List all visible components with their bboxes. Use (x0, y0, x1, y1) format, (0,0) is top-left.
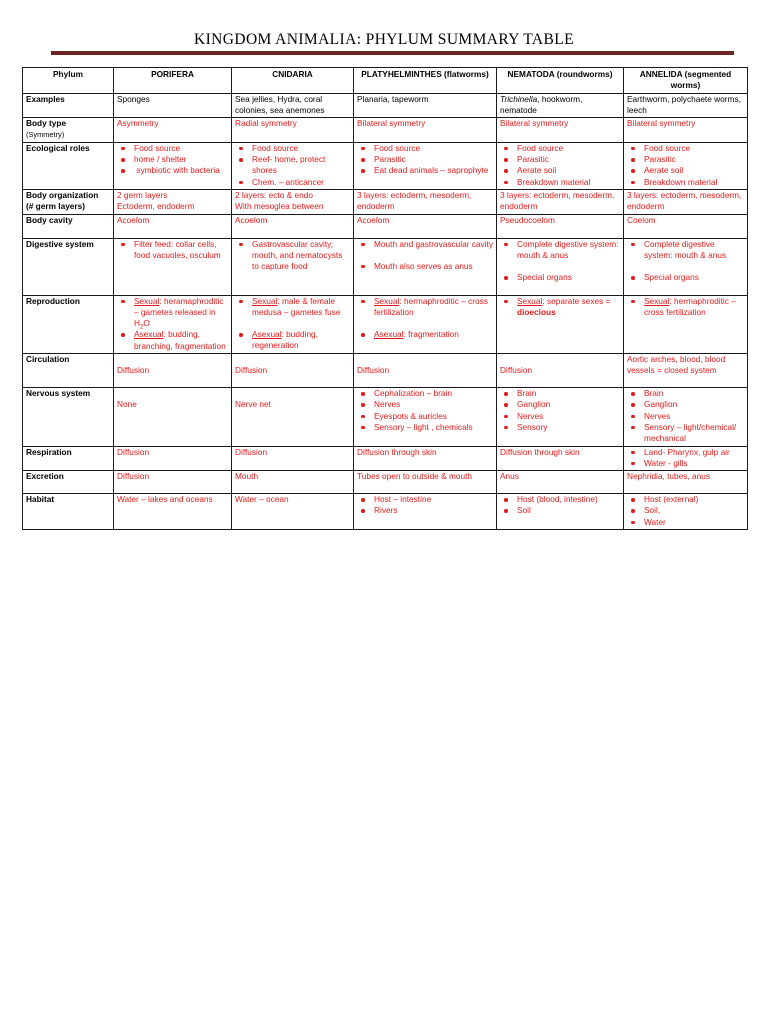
bullet-icon (504, 509, 508, 513)
list-item (627, 399, 744, 410)
list-item (500, 154, 620, 165)
cell-porifera: Asymmetry (114, 118, 232, 143)
list-item (117, 165, 228, 176)
bullet-icon (239, 243, 243, 247)
row-sublabel: (# germ layers) (26, 201, 86, 212)
cell-annelida: Coelom (624, 214, 748, 238)
list-item (117, 239, 228, 262)
row-respiration (23, 446, 748, 471)
list-item-text: Water (644, 516, 666, 527)
cell-porifera: Water – lakes and oceans (114, 494, 232, 530)
list-item-text: Complete digestive system: mouth & anus (644, 238, 727, 260)
row-body-organization (23, 189, 748, 214)
row-label: Body type (26, 118, 67, 129)
subscript: 2 (140, 324, 144, 331)
cell-nematoda: Bilateral symmetry (497, 118, 624, 143)
list-item (627, 154, 744, 165)
row-body-type (23, 118, 748, 143)
cell-nematoda: Pseudocoelom (497, 214, 624, 238)
list-item-text: : separate sexes = (542, 295, 611, 306)
list-item (627, 458, 744, 469)
list-item-text: Special organs (644, 272, 699, 283)
row-digestive-system (23, 238, 748, 295)
bullet-icon (504, 169, 508, 173)
list-item-text: Filter feed: collar cells, food vacuoles, osculum (134, 238, 221, 260)
list-gap (627, 261, 744, 272)
list-item-text: home / shelter (134, 154, 187, 165)
list-item (627, 272, 744, 283)
bullet-icon (361, 158, 365, 162)
list-item (500, 177, 620, 188)
list-item (235, 329, 350, 352)
cell-text: , hookworm, nematode (500, 93, 583, 115)
cell-porifera: Diffusion (114, 471, 232, 494)
bullet-icon (631, 300, 635, 304)
bullet-icon (361, 403, 365, 407)
header-porifera: PORIFERA (114, 68, 232, 94)
list-item-text: O (143, 318, 150, 329)
cell-porifera: Acoelom (114, 214, 232, 238)
bullet-icon (504, 243, 508, 247)
cell-cnidaria (232, 189, 354, 214)
list-item (627, 388, 744, 399)
cell-cnidaria: Sea jellies, Hydra, coral colonies, sea anemones (232, 93, 354, 118)
list-item-text: Breakdown material (644, 176, 718, 187)
bullet-icon (631, 392, 635, 396)
row-label-cell (23, 189, 114, 214)
cell-porifera: Diffusion (114, 446, 232, 471)
bullet-icon (504, 276, 508, 280)
list-item (500, 143, 620, 154)
list-item (357, 505, 493, 516)
row-label: Ecological roles (23, 142, 114, 189)
asexual-label: Asexual (252, 329, 282, 340)
cell-text: Nerve net (235, 399, 271, 410)
list-gap (500, 261, 620, 272)
cell-nematoda: 3 layers: ectoderm, mesoderm, endoderm (497, 189, 624, 214)
list-item-text: Ganglion (517, 399, 551, 410)
cell-platyhelminthes: Acoelom (354, 214, 497, 238)
row-label: Body organization (26, 189, 99, 200)
sexual-label: Sexual (134, 295, 160, 306)
cell-annelida (624, 238, 748, 295)
cell-cnidaria (232, 238, 354, 295)
list-item (235, 143, 350, 154)
list-item-text: Parasitic (374, 154, 406, 165)
list-item-text: Mouth and gastrovascular cavity (374, 238, 493, 249)
bullet-icon (631, 415, 635, 419)
cell-porifera (114, 238, 232, 295)
cell-porifera (114, 388, 232, 446)
cell-annelida (624, 388, 748, 446)
list-item (500, 399, 620, 410)
row-circulation (23, 354, 748, 388)
cell-line: 2 germ layers (117, 189, 168, 200)
cell-platyhelminthes (354, 238, 497, 295)
list-item-text: : budding, regeneration (252, 329, 318, 351)
bullet-icon (121, 169, 125, 173)
bullet-icon (239, 300, 243, 304)
list-item (500, 494, 620, 505)
bullet-icon (631, 158, 635, 162)
list-item-text: Nerves (644, 410, 671, 421)
list-item-text: Nerves (374, 399, 401, 410)
cell-annelida (624, 142, 748, 189)
row-habitat (23, 494, 748, 530)
list-item-text: Food source (374, 142, 421, 153)
cell-cnidaria (232, 354, 354, 388)
cell-cnidaria (232, 388, 354, 446)
cell-platyhelminthes: 3 layers: ectoderm, mesoderm, endoderm (354, 189, 497, 214)
header-annelida: ANNELIDA (segmented worms) (624, 68, 748, 94)
list-item-text: Food source (134, 142, 181, 153)
cell-platyhelminthes (354, 388, 497, 446)
cell-annelida (624, 494, 748, 530)
list-item (627, 165, 744, 176)
list-item (357, 296, 493, 319)
list-item-text: Soil, (644, 505, 661, 516)
list-item (627, 505, 744, 516)
bullet-icon (121, 243, 125, 247)
cell-cnidaria: Acoelom (232, 214, 354, 238)
row-examples (23, 93, 748, 118)
sexual-label: Sexual (252, 295, 278, 306)
list-item (117, 296, 228, 330)
cell-platyhelminthes: Tubes open to outside & mouth (354, 471, 497, 494)
list-item-text: Sensory (517, 421, 548, 432)
sexual-label: Sexual (517, 295, 543, 306)
cell-platyhelminthes: Bilateral symmetry (354, 118, 497, 143)
row-excretion (23, 471, 748, 494)
list-item-text: Host (blood, intestine) (517, 494, 598, 505)
list-item-text: Ganglion (644, 399, 678, 410)
list-item (627, 422, 744, 445)
bullet-icon (121, 147, 125, 151)
cell-annelida (624, 295, 748, 353)
cell-cnidaria: Mouth (232, 471, 354, 494)
list-item (500, 165, 620, 176)
cell-annelida: 3 layers: ectoderm, mesoderm, endoderm (624, 189, 748, 214)
bullet-icon (631, 276, 635, 280)
bullet-icon (361, 265, 365, 269)
cell-platyhelminthes: Diffusion through skin (354, 446, 497, 471)
bullet-icon (361, 415, 365, 419)
cell-annelida (624, 446, 748, 471)
list-item-text: Host – intestine (374, 494, 432, 505)
row-label: Examples (23, 93, 114, 118)
list-item (627, 239, 744, 262)
list-item-text: Eat dead animals – saprophyte (374, 165, 489, 176)
list-item-text: Land- Pharynx, gulp air (644, 446, 730, 457)
bullet-icon (631, 521, 635, 525)
list-item-text: symbiotic with bacteria (134, 165, 220, 176)
list-item (357, 411, 493, 422)
bullet-icon (504, 403, 508, 407)
list-item (235, 154, 350, 177)
bullet-icon (631, 509, 635, 513)
bullet-icon (631, 147, 635, 151)
bullet-icon (631, 451, 635, 455)
bullet-icon (121, 158, 125, 162)
row-ecological-roles (23, 142, 748, 189)
list-item (117, 154, 228, 165)
list-item-text: Sensory – light/chemical/ mechanical (644, 421, 737, 444)
cell-annelida: Earthworm, polychaete worms, leech (624, 93, 748, 118)
phylum-summary-table (22, 67, 748, 530)
asexual-label: Asexual (134, 329, 164, 340)
list-item (235, 239, 350, 273)
cell-platyhelminthes: Planaria, tapeworm (354, 93, 497, 118)
list-item-text: : fragmentation (403, 329, 459, 340)
list-item (235, 177, 350, 188)
cell-text: Diffusion (500, 365, 533, 376)
cell-porifera (114, 142, 232, 189)
header-nematoda: NEMATODA (roundworms) (497, 68, 624, 94)
species-name: Trichinella (500, 93, 538, 104)
list-item-text: Complete digestive system: mouth & anus (517, 238, 619, 260)
list-item-text: Brain (517, 388, 537, 399)
cell-line: Ectoderm, endoderm (117, 201, 195, 212)
list-item (357, 154, 493, 165)
cell-porifera (114, 295, 232, 353)
cell-line: With mesoglea between (235, 201, 324, 212)
dioecious-term: dioecious (517, 306, 556, 317)
list-item-text: Brain (644, 388, 664, 399)
bullet-icon (631, 243, 635, 247)
bullet-icon (121, 300, 125, 304)
row-label: Nervous system (23, 388, 114, 446)
bullet-icon (504, 158, 508, 162)
list-item-text: Chem. – anticancer (252, 176, 324, 187)
list-item-text: Host (external) (644, 494, 699, 505)
bullet-icon (361, 333, 365, 337)
bullet-icon (361, 498, 365, 502)
bullet-icon (504, 392, 508, 396)
list-item (627, 494, 744, 505)
bullet-icon (239, 333, 243, 337)
list-item-text: Food source (517, 142, 564, 153)
list-item-text: Special organs (517, 272, 572, 283)
list-item-text: : heramaphroditic – gametes released in H (134, 295, 224, 329)
list-item (500, 422, 620, 433)
bullet-icon (631, 181, 635, 185)
list-item (357, 165, 493, 176)
list-item-text: : budding, branching, fragmentation (134, 329, 226, 351)
list-item-text: Cephalization – brain (374, 388, 452, 399)
cell-annelida: Nephridia, tubes, anus (624, 471, 748, 494)
list-item-text: Food source (252, 142, 299, 153)
list-item (357, 329, 493, 340)
list-item (235, 296, 350, 319)
cell-porifera: Sponges (114, 93, 232, 118)
sexual-label: Sexual (374, 295, 400, 306)
row-body-cavity (23, 214, 748, 238)
cell-nematoda (497, 494, 624, 530)
cell-text: Diffusion (357, 365, 390, 376)
bullet-icon (631, 426, 635, 430)
list-item-text: Parasitic (517, 154, 549, 165)
cell-nematoda: Anus (497, 471, 624, 494)
cell-cnidaria: Water – ocean (232, 494, 354, 530)
row-label: Circulation (23, 354, 114, 388)
list-gap (357, 318, 493, 329)
list-item-text: Rivers (374, 505, 398, 516)
title-divider (51, 51, 734, 55)
bullet-icon (631, 169, 635, 173)
list-item-text: Aerate soil (517, 165, 557, 176)
list-item-text: : male & female medusa – gametes fuse (252, 295, 341, 317)
list-item-text: Eyespots & auricles (374, 410, 447, 421)
list-gap (357, 250, 493, 261)
row-label: Reproduction (23, 295, 114, 353)
cell-cnidaria (232, 142, 354, 189)
list-item (627, 517, 744, 528)
row-reproduction (23, 295, 748, 353)
row-label-cell (23, 118, 114, 143)
list-item-text: Mouth also serves as anus (374, 260, 473, 271)
list-item-text: Gastrovascular cavity, mouth, and nematocysts to capture food (252, 238, 343, 272)
cell-nematoda (497, 93, 624, 118)
header-phylum: Phylum (23, 68, 114, 94)
bullet-icon (121, 333, 125, 337)
cell-porifera (114, 189, 232, 214)
cell-nematoda (497, 354, 624, 388)
list-item (357, 494, 493, 505)
bullet-icon (239, 158, 243, 162)
cell-nematoda (497, 142, 624, 189)
list-item (627, 411, 744, 422)
cell-nematoda (497, 388, 624, 446)
header-cnidaria: CNIDARIA (232, 68, 354, 94)
cell-platyhelminthes (354, 354, 497, 388)
asexual-label: Asexual (374, 329, 404, 340)
cell-nematoda (497, 295, 624, 353)
bullet-icon (631, 462, 635, 466)
header-row (23, 68, 748, 94)
list-item (500, 239, 620, 262)
cell-text: Diffusion (235, 365, 268, 376)
list-item (357, 399, 493, 410)
bullet-icon (361, 392, 365, 396)
list-item (357, 422, 493, 433)
bullet-icon (504, 498, 508, 502)
list-item (357, 143, 493, 154)
cell-platyhelminthes (354, 295, 497, 353)
bullet-icon (504, 181, 508, 185)
bullet-icon (239, 181, 243, 185)
cell-cnidaria: Diffusion (232, 446, 354, 471)
bullet-icon (504, 300, 508, 304)
list-item-text: : hermaphroditic – cross fertilization (644, 295, 736, 317)
list-item-text: Water - gills (644, 457, 688, 468)
list-item-text: Breakdown material (517, 176, 591, 187)
header-platyhelminthes: PLATYHELMINTHES (flatworms) (354, 68, 497, 94)
bullet-icon (361, 147, 365, 151)
list-item-text: Parasitic (644, 154, 676, 165)
row-label: Habitat (23, 494, 114, 530)
list-item (627, 177, 744, 188)
list-item-text: Reef- home, protect shores (252, 154, 326, 176)
list-gap (235, 318, 350, 329)
list-item (117, 143, 228, 154)
row-label: Excretion (23, 471, 114, 494)
list-item-text: Food source (644, 142, 691, 153)
bullet-icon (239, 147, 243, 151)
cell-platyhelminthes (354, 142, 497, 189)
row-nervous-system (23, 388, 748, 446)
list-item-text: : hermaphroditic – cross fertilization (374, 295, 488, 317)
list-item (500, 505, 620, 516)
cell-cnidaria (232, 295, 354, 353)
bullet-icon (361, 300, 365, 304)
cell-text: None (117, 399, 137, 410)
sexual-label: Sexual (644, 295, 670, 306)
list-item (357, 239, 493, 250)
list-item-text: Soil (517, 505, 531, 516)
list-item (500, 296, 620, 319)
row-label: Respiration (23, 446, 114, 471)
list-item (627, 447, 744, 458)
list-item-text: Nerves (517, 410, 544, 421)
cell-nematoda (497, 238, 624, 295)
bullet-icon (631, 498, 635, 502)
cell-line: 2 layers: ecto & endo (235, 189, 313, 200)
cell-platyhelminthes (354, 494, 497, 530)
cell-porifera (114, 354, 232, 388)
cell-cnidaria: Radial symmetry (232, 118, 354, 143)
bullet-icon (631, 403, 635, 407)
row-label: Body cavity (23, 214, 114, 238)
list-item (357, 261, 493, 272)
cell-annelida: Aortic arches, blood, blood vessels = closed system (624, 354, 748, 388)
bullet-icon (504, 415, 508, 419)
list-item (500, 411, 620, 422)
bullet-icon (361, 509, 365, 513)
cell-text: Diffusion (117, 365, 150, 376)
bullet-icon (361, 243, 365, 247)
list-item (117, 329, 228, 352)
bullet-icon (504, 147, 508, 151)
bullet-icon (361, 169, 365, 173)
list-item (627, 143, 744, 154)
row-label: Digestive system (23, 238, 114, 295)
list-item-text: Aerate soil (644, 165, 684, 176)
list-item (357, 388, 493, 399)
bullet-icon (361, 426, 365, 430)
cell-nematoda: Diffusion through skin (497, 446, 624, 471)
page-title: KINGDOM ANIMALIA: PHYLUM SUMMARY TABLE (194, 31, 574, 48)
list-item (500, 272, 620, 283)
list-item (627, 296, 744, 319)
row-sublabel: (Symmetry) (26, 130, 65, 140)
bullet-icon (504, 426, 508, 430)
list-item (500, 388, 620, 399)
list-item-text: Sensory – light , chemicals (374, 421, 473, 432)
cell-annelida: Bilateral symmetry (624, 118, 748, 143)
